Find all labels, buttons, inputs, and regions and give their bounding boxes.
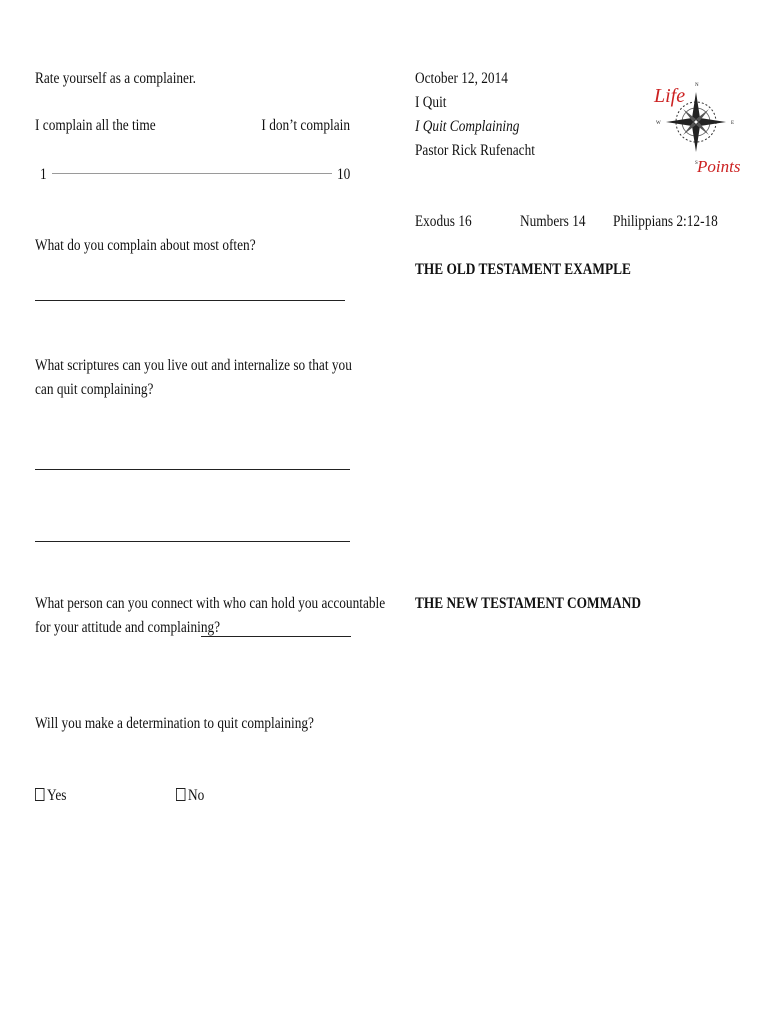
scale-left-label: I complain all the time — [35, 117, 156, 134]
logo-word-points: Points — [697, 157, 741, 176]
compass-n-label: N — [695, 83, 699, 88]
section-new-testament: THE NEW TESTAMENT COMMAND — [415, 595, 642, 612]
question-scriptures: What scriptures can you live out and internalize so that you can quit complaining? — [35, 357, 352, 398]
scale-max: 10 — [337, 166, 351, 183]
scripture-exodus: Exodus 16 — [415, 213, 472, 230]
rating-scale-line[interactable] — [52, 173, 332, 174]
compass-s-label: S — [695, 161, 698, 166]
scripture-philippians: Philippians 2:12-18 — [613, 213, 718, 230]
no-checkbox[interactable] — [176, 788, 185, 801]
question-person-line2: for your attitude and complaining? — [35, 619, 221, 636]
yes-checkbox[interactable] — [35, 788, 44, 801]
life-points-logo — [650, 76, 742, 176]
yes-option[interactable] — [35, 785, 66, 807]
scale-right-label: I don’t complain — [261, 117, 350, 134]
no-label: No — [188, 787, 205, 804]
answer-line-scriptures-2[interactable] — [35, 541, 350, 542]
answer-line-person[interactable] — [201, 636, 351, 637]
sermon-title: I Quit Complaining — [415, 118, 520, 135]
logo-word-life: Life — [654, 85, 686, 107]
sermon-date: October 12, 2014 — [415, 70, 508, 87]
scripture-numbers: Numbers 14 — [520, 213, 586, 230]
yes-label: Yes — [47, 787, 67, 804]
question-complain-most: What do you complain about most often? — [35, 237, 256, 254]
pastor-name: Pastor Rick Rufenacht — [415, 142, 535, 159]
question-person-line1: What person can you connect with who can hold you accountable — [35, 595, 386, 612]
rate-heading: Rate yourself as a complainer. — [35, 70, 197, 87]
answer-line-complain-most[interactable] — [35, 300, 345, 301]
compass-e-label: E — [731, 121, 735, 126]
section-old-testament: THE OLD TESTAMENT EXAMPLE — [415, 261, 631, 278]
no-option[interactable] — [176, 785, 204, 807]
answer-line-scriptures-1[interactable] — [35, 469, 350, 470]
compass-w-label: W — [656, 121, 661, 126]
question-determination: Will you make a determination to quit complaining? — [35, 715, 314, 732]
series-title: I Quit — [415, 94, 447, 111]
scale-min: 1 — [40, 166, 47, 183]
